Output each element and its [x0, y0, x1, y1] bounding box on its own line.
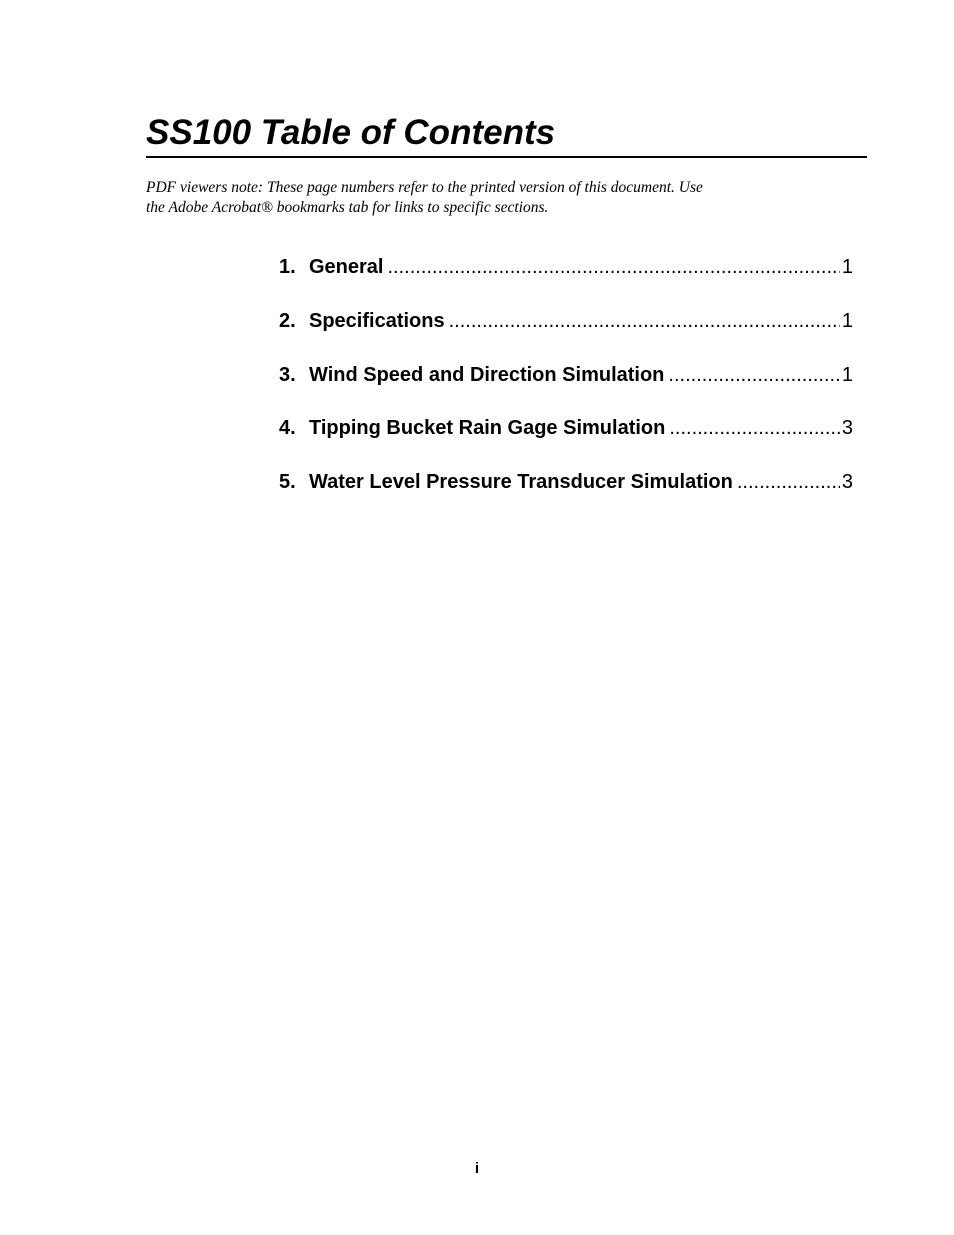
- toc-entry-general[interactable]: [279, 252, 853, 282]
- toc-entry-title: General: [309, 256, 384, 278]
- toc-entry-title: Tipping Bucket Rain Gage Simulation: [309, 417, 666, 440]
- toc-entry-page: 1: [841, 309, 853, 332]
- toc-entry-page: 1: [841, 363, 853, 386]
- footer-page-number: i: [474, 1160, 480, 1177]
- toc-entry-number: 3.: [279, 363, 296, 386]
- toc-entry-title: Water Level Pressure Transducer Simulation: [309, 471, 733, 494]
- toc-entry-page: 3: [841, 417, 853, 440]
- toc-entry-wind-speed[interactable]: [279, 360, 853, 390]
- toc-dot-leader: [737, 467, 840, 497]
- toc-entry-tipping-bucket[interactable]: [279, 413, 853, 443]
- toc-entry-number: 5.: [279, 471, 296, 494]
- table-of-contents: [279, 252, 853, 521]
- pdf-viewer-note: [146, 178, 806, 218]
- toc-entry-title: Specifications: [309, 309, 445, 332]
- toc-entry-title: Wind Speed and Direction Simulation: [309, 363, 665, 386]
- title-underline: [146, 156, 867, 158]
- toc-entry-number: 4.: [279, 417, 296, 440]
- toc-entry-page: 1: [841, 256, 853, 278]
- note-line-2: the Adobe Acrobat® bookmarks tab for links to specific sections.: [146, 199, 549, 216]
- toc-entry-number: 1.: [279, 256, 296, 278]
- note-line-1: PDF viewers note: These page numbers refer to the printed version of this document. Use: [146, 179, 703, 196]
- toc-entry-specifications[interactable]: [279, 306, 853, 336]
- toc-entry-number: 2.: [279, 309, 296, 332]
- toc-dot-leader: [669, 413, 840, 443]
- toc-dot-leader: [387, 252, 839, 282]
- toc-dot-leader: [668, 360, 839, 390]
- page-title: SS100 Table of Contents: [146, 113, 556, 152]
- toc-dot-leader: [449, 306, 840, 336]
- toc-entry-water-level[interactable]: [279, 467, 853, 497]
- toc-entry-page: 3: [841, 471, 853, 494]
